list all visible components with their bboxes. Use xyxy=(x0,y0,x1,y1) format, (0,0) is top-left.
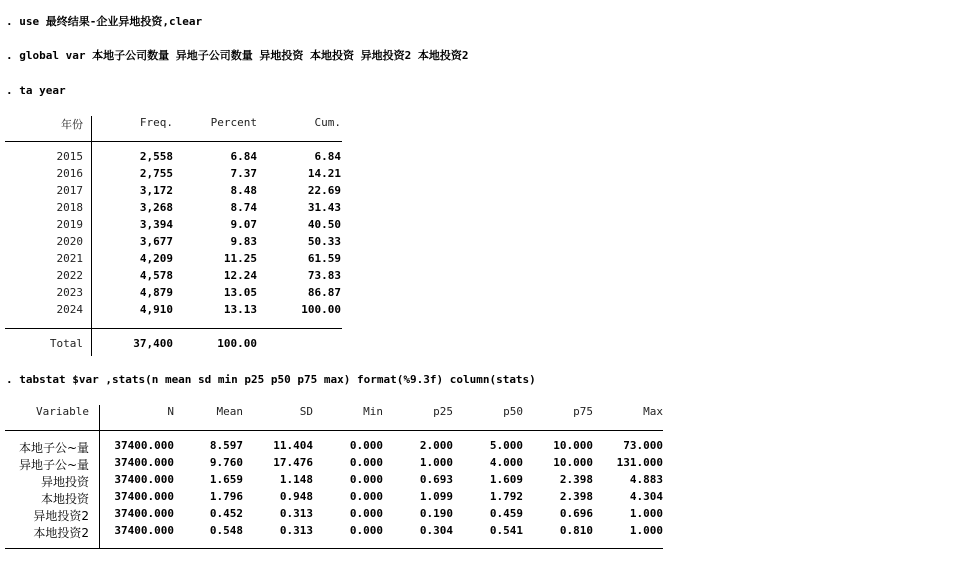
percent-cell: 13.13 xyxy=(223,303,257,316)
variable-cell: 本地投资 xyxy=(40,492,89,506)
tabstat-bottom-rule xyxy=(5,548,663,549)
p25-cell: 1.000 xyxy=(419,456,453,469)
header-sd: SD xyxy=(299,405,313,418)
p75-cell: 10.000 xyxy=(553,439,593,452)
percent-cell: 8.74 xyxy=(230,201,257,214)
sd-cell: 1.148 xyxy=(279,473,313,486)
percent-cell: 12.24 xyxy=(223,269,257,282)
freq-cell: 4,910 xyxy=(139,303,173,316)
command-tabulate: . ta year xyxy=(6,84,66,97)
p50-cell: 0.541 xyxy=(489,524,523,537)
command-global: . global var 本地子公司数量 异地子公司数量 异地投资 本地投资 异地投资2 本地投资2 xyxy=(6,49,469,62)
percent-cell: 9.07 xyxy=(230,218,257,231)
year-cell: 2018 xyxy=(56,201,83,214)
cum-cell: 61.59 xyxy=(307,252,341,265)
cum-cell: 31.43 xyxy=(307,201,341,214)
sd-cell: 0.313 xyxy=(279,524,313,537)
command-use: . use 最终结果-企业异地投资,clear xyxy=(6,15,203,28)
p75-cell: 2.398 xyxy=(559,473,593,486)
p75-cell: 0.696 xyxy=(559,507,593,520)
freq-cell: 3,268 xyxy=(139,201,173,214)
p50-cell: 1.609 xyxy=(489,473,523,486)
max-cell: 4.883 xyxy=(629,473,663,486)
max-cell: 131.000 xyxy=(616,456,663,469)
header-freq: Freq. xyxy=(139,116,173,129)
cum-cell: 6.84 xyxy=(314,150,341,163)
cum-cell: 73.83 xyxy=(307,269,341,282)
header-year: 年份 xyxy=(61,118,83,131)
n-cell: 37400.000 xyxy=(114,456,174,469)
year-cell: 2022 xyxy=(56,269,83,282)
command-tabstat: . tabstat $var ,stats(n mean sd min p25 p50 p75 max) format(%9.3f) column(stats) xyxy=(6,373,536,386)
p25-cell: 0.693 xyxy=(419,473,453,486)
year-cell: 2021 xyxy=(56,252,83,265)
min-cell: 0.000 xyxy=(349,439,383,452)
freq-cell: 3,172 xyxy=(139,184,173,197)
year-cell: 2016 xyxy=(56,167,83,180)
year-cell: 2017 xyxy=(56,184,83,197)
mean-cell: 0.452 xyxy=(209,507,243,520)
mean-cell: 1.659 xyxy=(209,473,243,486)
max-cell: 73.000 xyxy=(623,439,663,452)
table-top-rule xyxy=(5,141,342,142)
min-cell: 0.000 xyxy=(349,473,383,486)
mean-cell: 9.760 xyxy=(209,456,243,469)
table-vertical-rule xyxy=(91,116,92,356)
cum-cell: 50.33 xyxy=(307,235,341,248)
mean-cell: 0.548 xyxy=(209,524,243,537)
table-bottom-rule xyxy=(5,328,342,329)
n-cell: 37400.000 xyxy=(114,439,174,452)
header-p50: p50 xyxy=(503,405,523,418)
header-max: Max xyxy=(643,405,663,418)
header-variable: Variable xyxy=(36,405,89,418)
n-cell: 37400.000 xyxy=(114,473,174,486)
header-p25: p25 xyxy=(433,405,453,418)
p25-cell: 0.190 xyxy=(419,507,453,520)
variable-cell: 本地子公~量 xyxy=(18,441,89,455)
header-percent: Percent xyxy=(210,116,257,129)
header-mean: Mean xyxy=(216,405,243,418)
variable-cell: 异地投资2 xyxy=(33,509,89,523)
year-cell: 2023 xyxy=(56,286,83,299)
sd-cell: 0.313 xyxy=(279,507,313,520)
p50-cell: 5.000 xyxy=(489,439,523,452)
freq-cell: 2,755 xyxy=(139,167,173,180)
min-cell: 0.000 xyxy=(349,490,383,503)
percent-cell: 13.05 xyxy=(223,286,257,299)
percent-cell: 9.83 xyxy=(230,235,257,248)
mean-cell: 8.597 xyxy=(209,439,243,452)
freq-cell: 4,879 xyxy=(139,286,173,299)
header-cum: Cum. xyxy=(314,116,341,129)
n-cell: 37400.000 xyxy=(114,507,174,520)
p25-cell: 2.000 xyxy=(419,439,453,452)
percent-cell: 8.48 xyxy=(230,184,257,197)
sd-cell: 17.476 xyxy=(273,456,313,469)
p50-cell: 4.000 xyxy=(489,456,523,469)
variable-cell: 异地投资 xyxy=(40,475,89,489)
header-n: N xyxy=(167,405,174,418)
year-cell: 2024 xyxy=(56,303,83,316)
p75-cell: 0.810 xyxy=(559,524,593,537)
percent-cell: 11.25 xyxy=(223,252,257,265)
min-cell: 0.000 xyxy=(349,456,383,469)
p50-cell: 0.459 xyxy=(489,507,523,520)
sd-cell: 11.404 xyxy=(273,439,313,452)
cum-cell: 86.87 xyxy=(307,286,341,299)
year-cell: 2020 xyxy=(56,235,83,248)
cum-cell: 40.50 xyxy=(307,218,341,231)
freq-cell: 3,394 xyxy=(139,218,173,231)
percent-cell: 6.84 xyxy=(230,150,257,163)
min-cell: 0.000 xyxy=(349,507,383,520)
freq-cell: 2,558 xyxy=(139,150,173,163)
header-p75: p75 xyxy=(573,405,593,418)
p25-cell: 1.099 xyxy=(419,490,453,503)
cum-cell: 22.69 xyxy=(307,184,341,197)
cum-cell: 100.00 xyxy=(301,303,341,316)
total-label: Total xyxy=(49,337,83,350)
year-cell: 2015 xyxy=(56,150,83,163)
n-cell: 37400.000 xyxy=(114,490,174,503)
p75-cell: 10.000 xyxy=(553,456,593,469)
total-freq: 37,400 xyxy=(133,337,173,350)
header-min: Min xyxy=(363,405,383,418)
freq-cell: 4,578 xyxy=(139,269,173,282)
cum-cell: 14.21 xyxy=(307,167,341,180)
p50-cell: 1.792 xyxy=(489,490,523,503)
min-cell: 0.000 xyxy=(349,524,383,537)
n-cell: 37400.000 xyxy=(114,524,174,537)
p25-cell: 0.304 xyxy=(419,524,453,537)
mean-cell: 1.796 xyxy=(209,490,243,503)
year-cell: 2019 xyxy=(56,218,83,231)
sd-cell: 0.948 xyxy=(279,490,313,503)
total-percent: 100.00 xyxy=(217,337,257,350)
max-cell: 1.000 xyxy=(629,524,663,537)
tabstat-top-rule xyxy=(5,430,663,431)
freq-cell: 4,209 xyxy=(139,252,173,265)
percent-cell: 7.37 xyxy=(230,167,257,180)
variable-cell: 异地子公~量 xyxy=(18,458,89,472)
max-cell: 4.304 xyxy=(629,490,663,503)
p75-cell: 2.398 xyxy=(559,490,593,503)
max-cell: 1.000 xyxy=(629,507,663,520)
freq-cell: 3,677 xyxy=(139,235,173,248)
variable-cell: 本地投资2 xyxy=(33,526,89,540)
